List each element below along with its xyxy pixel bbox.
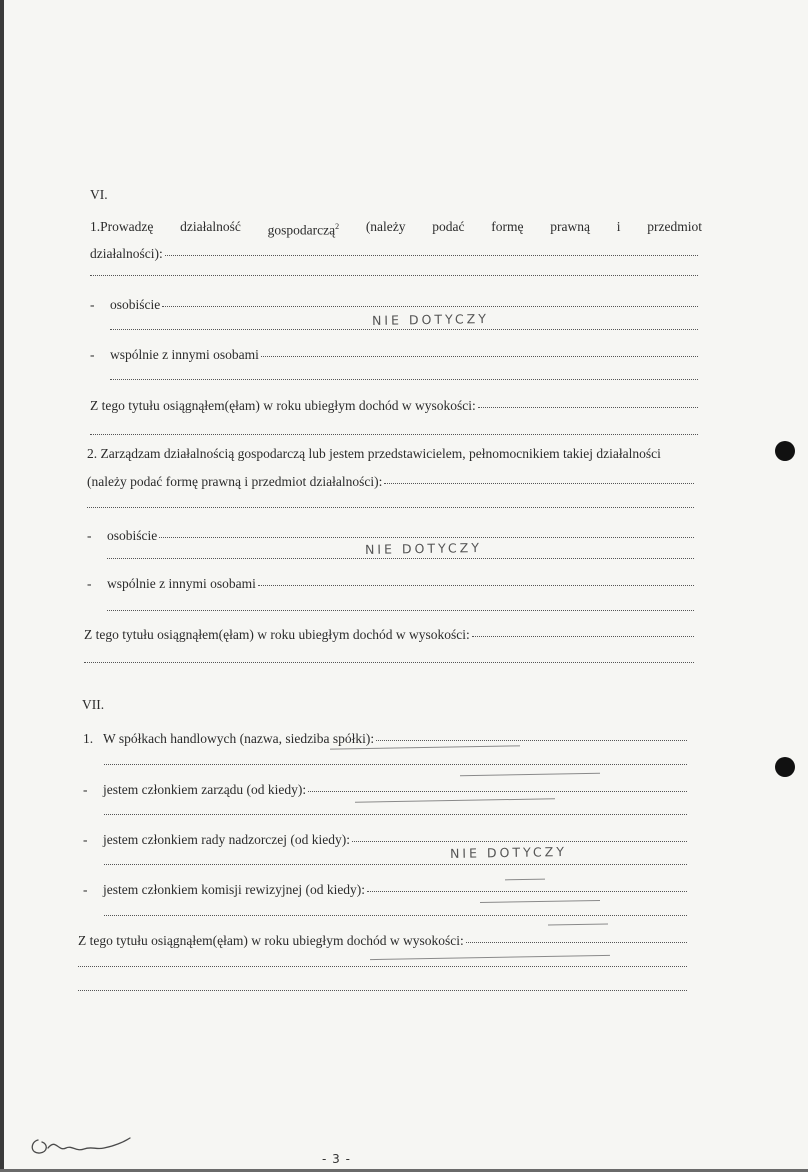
pen-underline bbox=[505, 879, 545, 881]
section-vi-item2-personally-row: - osobiście bbox=[87, 528, 694, 544]
fill-line bbox=[466, 942, 687, 943]
section-vii-supervisory-row: - jestem członkiem rady nadzorczej (od kiedy): bbox=[83, 832, 687, 848]
fill-line bbox=[308, 791, 687, 792]
fill-line bbox=[107, 558, 694, 559]
fill-line bbox=[84, 662, 694, 663]
section-vii-item1-row: 1. W spółkach handlowych (nazwa, siedziba spółki): bbox=[83, 731, 687, 747]
fill-line bbox=[110, 329, 698, 330]
word: działalność bbox=[180, 219, 241, 234]
handwritten-not-applicable: NIE DOTYCZY bbox=[449, 843, 568, 862]
word: i bbox=[616, 219, 621, 234]
word: prawną bbox=[550, 219, 590, 234]
fill-line bbox=[78, 966, 687, 967]
section-vi-item1-continuation: działalności): bbox=[90, 246, 698, 262]
scan-edge-left bbox=[0, 0, 4, 1172]
footnote-marker: 2 bbox=[335, 222, 340, 231]
handwritten-not-applicable: NIE DOTYCZY bbox=[371, 310, 490, 329]
fill-line bbox=[104, 814, 687, 815]
fill-line bbox=[90, 275, 698, 276]
punch-hole-top bbox=[775, 441, 795, 461]
fill-line bbox=[478, 407, 698, 408]
pen-underline bbox=[460, 773, 600, 776]
section-vi-jointly-row: - wspólnie z innymi osobami bbox=[90, 347, 698, 363]
fill-line bbox=[352, 841, 687, 842]
word: (należy bbox=[365, 219, 406, 234]
fill-line bbox=[78, 990, 687, 991]
word: formę bbox=[491, 219, 524, 234]
handwritten-signature bbox=[26, 1130, 136, 1160]
pen-underline bbox=[548, 923, 608, 925]
pen-underline bbox=[370, 955, 610, 960]
fill-line bbox=[87, 507, 694, 508]
fill-line bbox=[104, 764, 687, 765]
fill-line bbox=[162, 306, 698, 307]
handwritten-not-applicable: NIE DOTYCZY bbox=[364, 539, 483, 558]
page-number: - 3 - bbox=[322, 1152, 351, 1166]
section-vi-item2-line1: 2. Zarządzam działalnością gospodarczą lub jestem przedstawicielem, pełnomocnikiem takiej działalności bbox=[87, 446, 661, 461]
fill-line bbox=[107, 610, 694, 611]
fill-line bbox=[165, 255, 698, 256]
pen-underline bbox=[480, 900, 600, 903]
fill-line bbox=[159, 537, 694, 538]
word: przedmiot bbox=[647, 219, 702, 234]
fill-line bbox=[472, 636, 694, 637]
fill-line bbox=[261, 356, 698, 357]
section-vii-income-row: Z tego tytułu osiągnąłem(ęłam) w roku ubiegłym dochód w wysokości: bbox=[78, 933, 687, 949]
word: 1.Prowadzę bbox=[90, 219, 154, 234]
fill-line bbox=[367, 891, 687, 892]
section-vi-item2-income-row: Z tego tytułu osiągnąłem(ęłam) w roku ubiegłym dochód w wysokości: bbox=[84, 627, 694, 643]
section-vii-board-row: - jestem członkiem zarządu (od kiedy): bbox=[83, 782, 687, 798]
section-vi-item2-line2: (należy podać formę prawną i przedmiot działalności): bbox=[87, 474, 694, 490]
fill-line bbox=[384, 483, 694, 484]
fill-line bbox=[104, 915, 687, 916]
fill-line bbox=[104, 864, 687, 865]
section-vi-heading: VI. bbox=[90, 187, 108, 202]
section-vi-income-row: Z tego tytułu osiągnąłem(ęłam) w roku ubiegłym dochód w wysokości: bbox=[90, 398, 698, 414]
fill-line bbox=[258, 585, 694, 586]
word-with-footnote: gospodarczą$^2$ bbox=[267, 222, 340, 238]
section-vii-audit-row: - jestem członkiem komisji rewizyjnej (od kiedy): bbox=[83, 882, 687, 898]
section-vii-heading: VII. bbox=[82, 697, 105, 712]
punch-hole-bottom bbox=[775, 757, 795, 777]
section-vi-personally-row: - osobiście bbox=[90, 297, 698, 313]
pen-underline bbox=[355, 798, 555, 802]
fill-line bbox=[376, 740, 687, 741]
section-vi-item1-line bbox=[90, 219, 702, 239]
section-vi-item2-jointly-row: - wspólnie z innymi osobami bbox=[87, 576, 694, 592]
fill-line bbox=[110, 379, 698, 380]
fill-line bbox=[90, 434, 698, 435]
word: podać bbox=[432, 219, 465, 234]
